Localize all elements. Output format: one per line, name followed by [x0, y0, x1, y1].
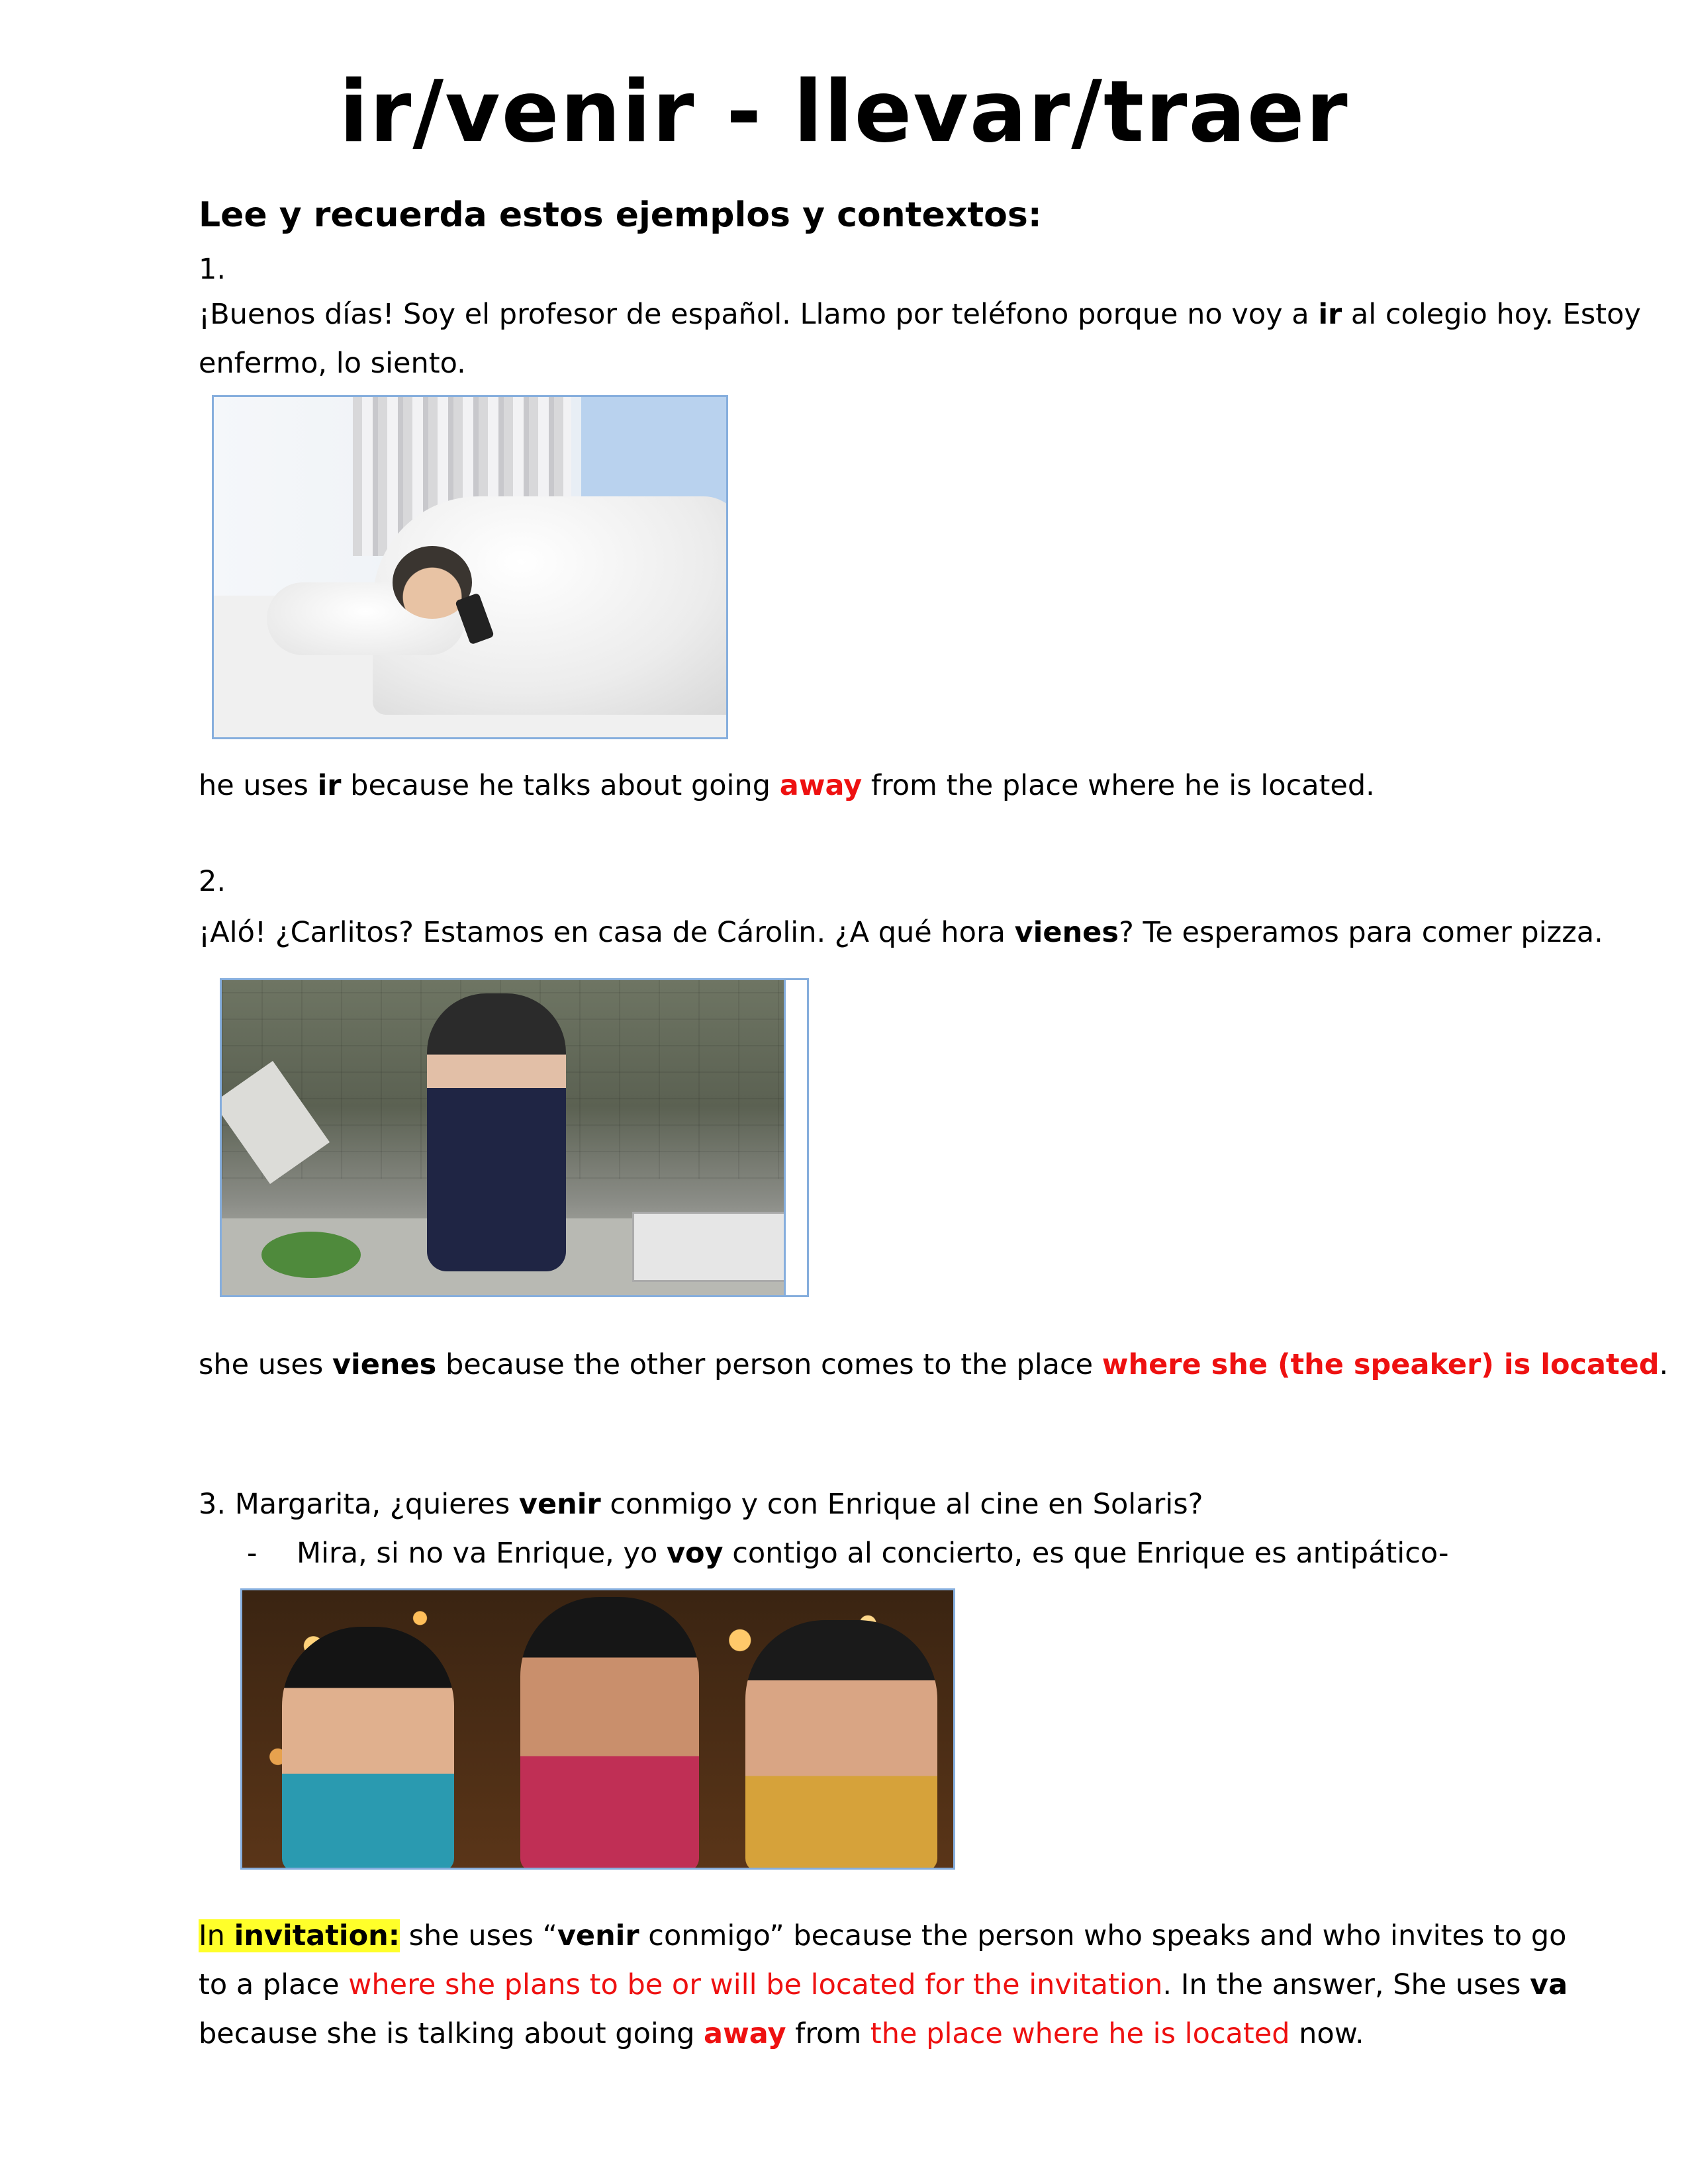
example-1-line-2: enfermo, lo siento. — [199, 347, 466, 380]
page-title: ir/venir - llevar/traer — [339, 63, 1349, 161]
example-3-question: 3. Margarita, ¿quieres venir conmigo y con Enrique al cine en Solaris? — [199, 1488, 1203, 1521]
instructions-heading: Lee y recuerda estos ejemplos y contextos: — [199, 195, 1042, 235]
example-2-explanation: she uses vienes because the other person comes to the place where she (the speaker) is located. — [199, 1348, 1669, 1381]
example-3-dash: - — [247, 1537, 258, 1570]
three-women-image — [240, 1588, 955, 1870]
example-3-explanation: In invitation: she uses “venir conmigo” because the person who speaks and who invites to go to a place where she plans to be or will be located for the invitation. In the answer, She uses va because she is talking about going away from the place where he is located now. — [199, 1919, 1568, 2050]
example-2-line: ¡Aló! ¿Carlitos? Estamos en casa de Cárolin. ¿A qué hora vienes? Te esperamos para comer pizza. — [199, 916, 1603, 949]
example-1-line-1: ¡Buenos días! Soy el profesor de español. Llamo por teléfono porque no voy a ir al colegio hoy. Estoy — [199, 298, 1641, 331]
sick-teacher-in-bed-image — [212, 395, 728, 739]
invitation-highlight: In invitation: — [199, 1919, 400, 1952]
woman-in-kitchen-image — [220, 978, 809, 1297]
example-3-reply: Mira, si no va Enrique, yo voy contigo al concierto, es que Enrique es antipático- — [297, 1537, 1449, 1570]
example-1-explanation: he uses ir because he talks about going away from the place where he is located. — [199, 769, 1375, 802]
example-1-number: 1. — [199, 253, 226, 286]
example-2-number: 2. — [199, 865, 226, 898]
